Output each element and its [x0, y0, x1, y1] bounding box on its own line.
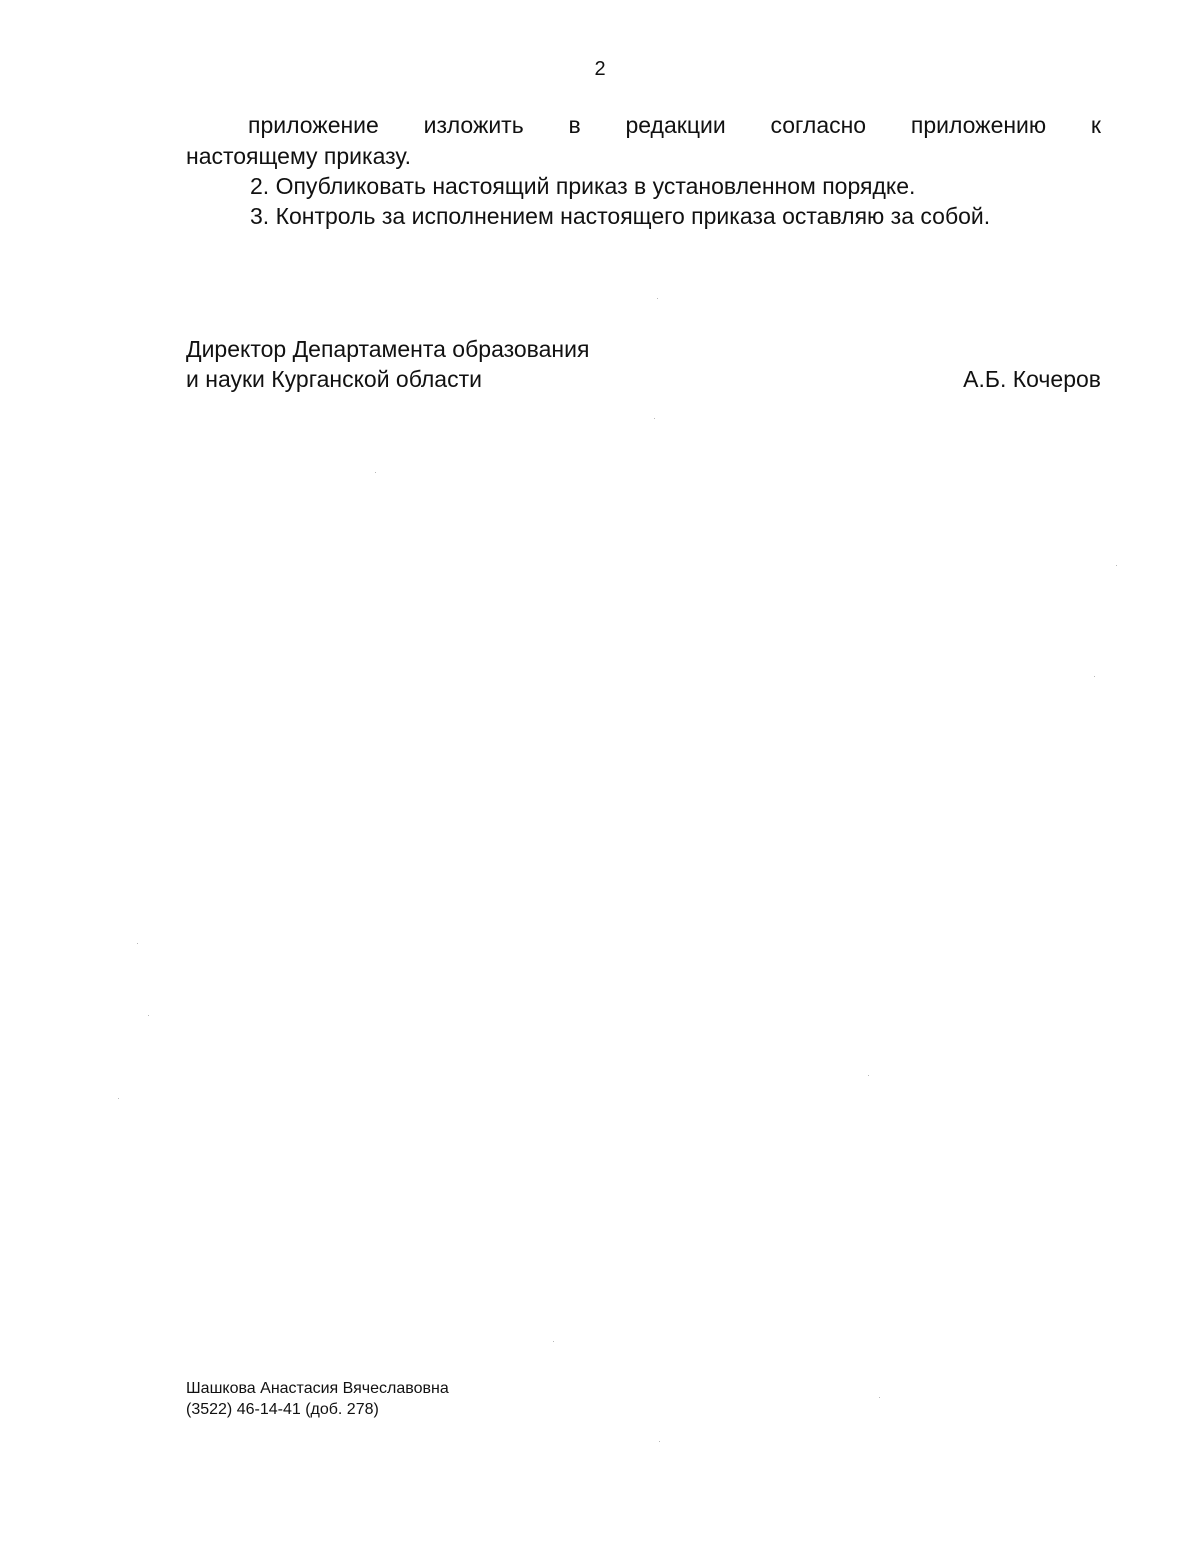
executor-phone: (3522) 46-14-41 (доб. 278) [186, 1401, 379, 1418]
scan-speck [868, 1075, 869, 1076]
paragraph-1 [186, 110, 1101, 172]
scan-speck [118, 1098, 119, 1099]
scan-speck [148, 1015, 149, 1016]
executor-contact [186, 1378, 449, 1420]
scan-speck [657, 298, 658, 299]
paragraph-2-text: 2. Опубликовать настоящий приказ в установленном порядке. [250, 173, 916, 199]
signature-block [186, 334, 1101, 394]
paragraph-1-line-2: настоящему приказу. [186, 143, 412, 169]
signer-position-line-1: Директор Департамента образования [186, 336, 590, 362]
signer-name: А.Б. Кочеров [963, 366, 1101, 392]
scan-speck [553, 1341, 554, 1342]
scan-speck [137, 943, 138, 944]
paragraph-2 [186, 171, 1101, 202]
paragraph-1-line-1: приложение изложить в редакции согласно приложению к [248, 112, 1101, 138]
page-number: 2 [594, 58, 606, 80]
scan-speck [1094, 676, 1095, 677]
scan-speck [659, 1441, 660, 1442]
paragraph-3-text: 3. Контроль за исполнением настоящего приказа оставляю за собой. [250, 203, 991, 229]
paragraph-3 [186, 201, 1101, 232]
executor-name: Шашкова Анастасия Вячеславовна [186, 1380, 449, 1397]
scan-speck [879, 1397, 880, 1398]
scan-speck [1116, 565, 1117, 566]
scan-speck [375, 472, 376, 473]
signer-position-line-2: и науки Курганской области [186, 366, 482, 392]
scan-speck [654, 418, 655, 419]
